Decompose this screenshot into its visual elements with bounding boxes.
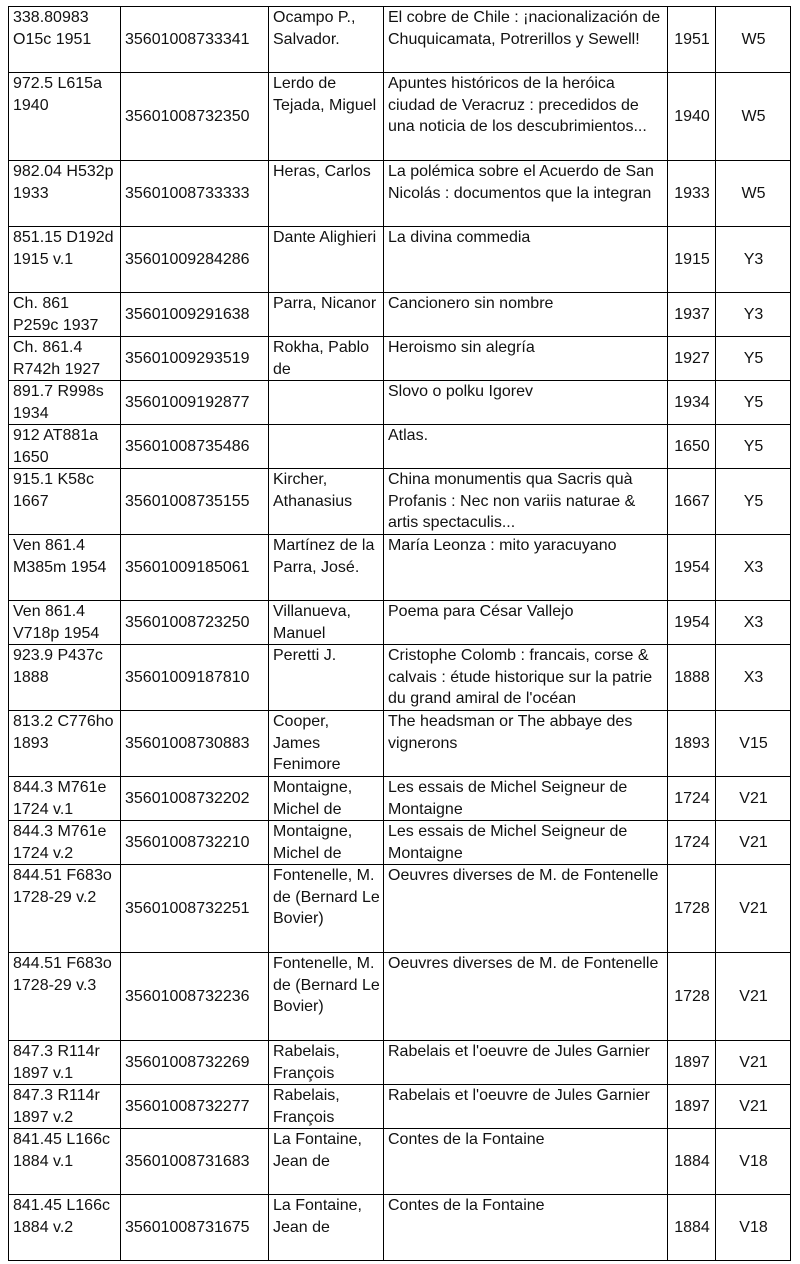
call-number-cell: 847.3 R114r 1897 v.1 [9,1041,121,1085]
author-cell: La Fontaine, Jean de [269,1129,384,1195]
year-cell: 1728 [668,953,716,1041]
call-number-cell: 915.1 K58c 1667 [9,469,121,535]
catalog-table [8,6,791,1261]
title-cell: Oeuvres diverses de M. de Fontenelle [384,865,668,953]
author-cell: Dante Alighieri [269,227,384,293]
barcode-cell: 35601008731683 [121,1129,269,1195]
location-cell: W5 [716,161,791,227]
title-cell: Poema para César Vallejo [384,601,668,645]
author-cell: Rabelais, François [269,1041,384,1085]
barcode-cell: 35601009293519 [121,337,269,381]
call-number-cell: 338.80983 O15c 1951 [9,7,121,73]
year-cell: 1951 [668,7,716,73]
table-row [9,1195,791,1261]
catalog-table-body [9,7,791,1261]
call-number-cell: 841.45 L166c 1884 v.1 [9,1129,121,1195]
call-number-cell: Ven 861.4 M385m 1954 [9,535,121,601]
table-row [9,645,791,711]
call-number-cell: 813.2 C776ho 1893 [9,711,121,777]
barcode-cell: 35601008732251 [121,865,269,953]
title-cell: Contes de la Fontaine [384,1195,668,1261]
author-cell: Kircher, Athanasius [269,469,384,535]
title-cell: Oeuvres diverses de M. de Fontenelle [384,953,668,1041]
location-cell: V18 [716,1195,791,1261]
author-cell [269,381,384,425]
call-number-cell: 847.3 R114r 1897 v.2 [9,1085,121,1129]
author-cell: Peretti J. [269,645,384,711]
title-cell: El cobre de Chile : ¡nacionalización de Chuquicamata, Potrerillos y Sewell! [384,7,668,73]
location-cell: V21 [716,865,791,953]
table-row [9,381,791,425]
location-cell: V18 [716,1129,791,1195]
title-cell: Cancionero sin nombre [384,293,668,337]
location-cell: V21 [716,777,791,821]
year-cell: 1940 [668,73,716,161]
title-cell: La divina commedia [384,227,668,293]
year-cell: 1915 [668,227,716,293]
author-cell: Fontenelle, M. de (Bernard Le Bovier) [269,865,384,953]
year-cell: 1884 [668,1195,716,1261]
title-cell: Rabelais et l'oeuvre de Jules Garnier [384,1085,668,1129]
call-number-cell: 844.3 M761e 1724 v.1 [9,777,121,821]
table-row [9,1129,791,1195]
table-row [9,1085,791,1129]
location-cell: Y3 [716,293,791,337]
year-cell: 1954 [668,535,716,601]
author-cell: Cooper, James Fenimore [269,711,384,777]
year-cell: 1934 [668,381,716,425]
barcode-cell: 35601008735486 [121,425,269,469]
call-number-cell: 972.5 L615a 1940 [9,73,121,161]
year-cell: 1650 [668,425,716,469]
author-cell: Heras, Carlos [269,161,384,227]
call-number-cell: Ch. 861 P259c 1937 [9,293,121,337]
barcode-cell: 35601009187810 [121,645,269,711]
title-cell: Les essais de Michel Seigneur de Montaigne [384,821,668,865]
title-cell: Les essais de Michel Seigneur de Montaigne [384,777,668,821]
table-row [9,535,791,601]
table-row [9,425,791,469]
author-cell: Villanueva, Manuel [269,601,384,645]
author-cell: Martínez de la Parra, José. [269,535,384,601]
title-cell: Atlas. [384,425,668,469]
location-cell: X3 [716,601,791,645]
call-number-cell: 912 AT881a 1650 [9,425,121,469]
call-number-cell: 851.15 D192d 1915 v.1 [9,227,121,293]
year-cell: 1728 [668,865,716,953]
barcode-cell: 35601008735155 [121,469,269,535]
author-cell: Montaigne, Michel de [269,777,384,821]
title-cell: Slovo o polku Igorev [384,381,668,425]
year-cell: 1893 [668,711,716,777]
year-cell: 1954 [668,601,716,645]
table-row [9,469,791,535]
barcode-cell: 35601008723250 [121,601,269,645]
author-cell: Rabelais, François [269,1085,384,1129]
year-cell: 1897 [668,1041,716,1085]
year-cell: 1888 [668,645,716,711]
year-cell: 1897 [668,1085,716,1129]
author-cell: Ocampo P., Salvador. [269,7,384,73]
barcode-cell: 35601008733333 [121,161,269,227]
location-cell: V21 [716,953,791,1041]
author-cell: Lerdo de Tejada, Miguel [269,73,384,161]
author-cell: Fontenelle, M. de (Bernard Le Bovier) [269,953,384,1041]
location-cell: X3 [716,535,791,601]
location-cell: Y5 [716,425,791,469]
table-row [9,293,791,337]
table-row [9,337,791,381]
location-cell: V21 [716,1085,791,1129]
title-cell: La polémica sobre el Acuerdo de San Nicolás : documentos que la integran [384,161,668,227]
location-cell: V21 [716,1041,791,1085]
barcode-cell: 35601009291638 [121,293,269,337]
call-number-cell: 841.45 L166c 1884 v.2 [9,1195,121,1261]
location-cell: V21 [716,821,791,865]
location-cell: Y3 [716,227,791,293]
table-row [9,73,791,161]
location-cell: Y5 [716,381,791,425]
table-row [9,821,791,865]
table-row [9,1041,791,1085]
year-cell: 1933 [668,161,716,227]
barcode-cell: 35601008730883 [121,711,269,777]
title-cell: Rabelais et l'oeuvre de Jules Garnier [384,1041,668,1085]
year-cell: 1724 [668,777,716,821]
table-row [9,865,791,953]
barcode-cell: 35601008732236 [121,953,269,1041]
year-cell: 1884 [668,1129,716,1195]
location-cell: W5 [716,73,791,161]
location-cell: Y5 [716,469,791,535]
call-number-cell: Ch. 861.4 R742h 1927 [9,337,121,381]
year-cell: 1937 [668,293,716,337]
call-number-cell: 844.51 F683o 1728-29 v.2 [9,865,121,953]
barcode-cell: 35601008731675 [121,1195,269,1261]
title-cell: China monumentis qua Sacris quà Profanis : Nec non variis naturae & artis spectaculis... [384,469,668,535]
barcode-cell: 35601008733341 [121,7,269,73]
call-number-cell: Ven 861.4 V718p 1954 [9,601,121,645]
table-row [9,711,791,777]
title-cell: The headsman or The abbaye des vignerons [384,711,668,777]
call-number-cell: 923.9 P437c 1888 [9,645,121,711]
barcode-cell: 35601008732210 [121,821,269,865]
author-cell: Parra, Nicanor [269,293,384,337]
table-row [9,601,791,645]
author-cell: Montaigne, Michel de [269,821,384,865]
author-cell: Rokha, Pablo de [269,337,384,381]
year-cell: 1927 [668,337,716,381]
year-cell: 1724 [668,821,716,865]
location-cell: Y5 [716,337,791,381]
barcode-cell: 35601008732277 [121,1085,269,1129]
barcode-cell: 35601008732350 [121,73,269,161]
title-cell: María Leonza : mito yaracuyano [384,535,668,601]
barcode-cell: 35601009185061 [121,535,269,601]
table-row [9,7,791,73]
title-cell: Contes de la Fontaine [384,1129,668,1195]
location-cell: X3 [716,645,791,711]
title-cell: Cristophe Colomb : francais, corse & calvais : étude historique sur la patrie du grand amiral de l'océan [384,645,668,711]
barcode-cell: 35601009192877 [121,381,269,425]
author-cell [269,425,384,469]
table-row [9,777,791,821]
title-cell: Heroismo sin alegría [384,337,668,381]
barcode-cell: 35601008732202 [121,777,269,821]
call-number-cell: 891.7 R998s 1934 [9,381,121,425]
table-row [9,953,791,1041]
call-number-cell: 982.04 H532p 1933 [9,161,121,227]
call-number-cell: 844.51 F683o 1728-29 v.3 [9,953,121,1041]
call-number-cell: 844.3 M761e 1724 v.2 [9,821,121,865]
year-cell: 1667 [668,469,716,535]
table-row [9,227,791,293]
author-cell: La Fontaine, Jean de [269,1195,384,1261]
title-cell: Apuntes históricos de la heróica ciudad de Veracruz : precedidos de una noticia de los descubrimientos... [384,73,668,161]
table-row [9,161,791,227]
barcode-cell: 35601009284286 [121,227,269,293]
location-cell: V15 [716,711,791,777]
barcode-cell: 35601008732269 [121,1041,269,1085]
location-cell: W5 [716,7,791,73]
